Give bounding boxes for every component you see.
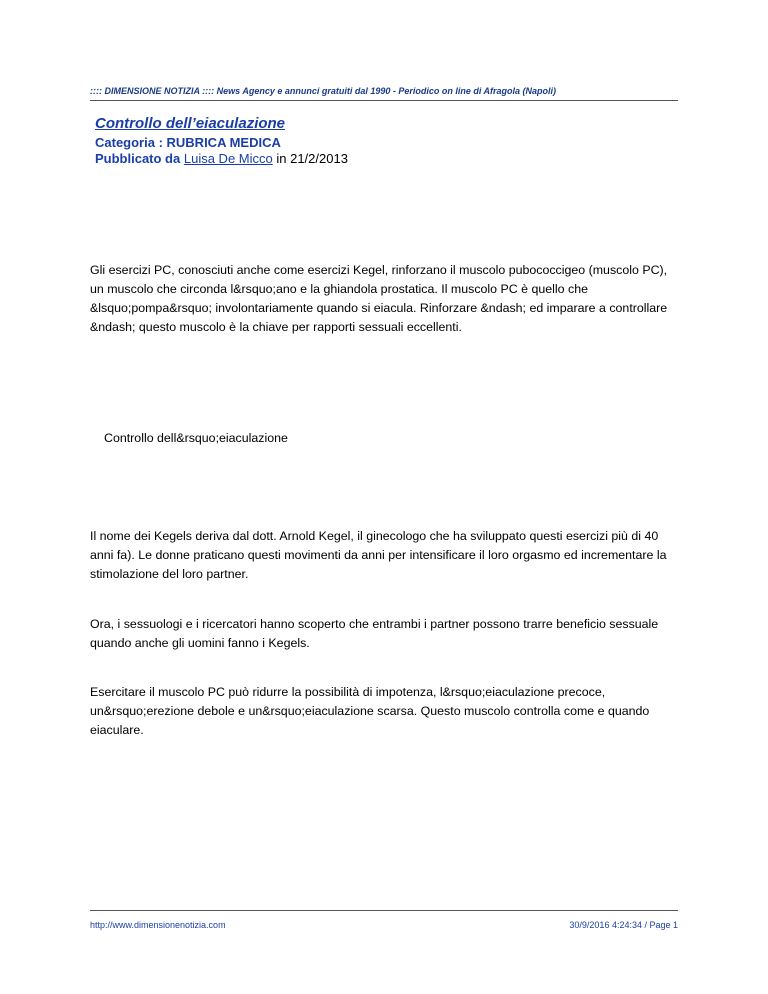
image-caption: Controllo dell&rsquo;eiaculazione bbox=[104, 431, 288, 445]
published-label: Pubblicato da bbox=[95, 151, 181, 166]
header-divider bbox=[90, 100, 678, 101]
published-date: in 21/2/2013 bbox=[276, 151, 348, 166]
article-title[interactable]: Controllo dell’eiaculazione bbox=[95, 115, 286, 132]
paragraph-kegel-origin: Il nome dei Kegels deriva dal dott. Arnold Kegel, il ginecologo che ha sviluppato questi esercizi più di 40 anni fa). Le donne praticano questi movimenti da anni per intensificare il loro orgasmo ed incrementare la stimolazione del loro partner. bbox=[90, 529, 667, 581]
footer-page-info: 30/9/2016 4:24:34 / Page 1 bbox=[569, 920, 678, 930]
author-link[interactable]: Luisa De Micco bbox=[183, 151, 273, 166]
paragraph-intro: Gli esercizi PC, conosciuti anche come esercizi Kegel, rinforzano il muscolo pubococcigeo (muscolo PC), un muscolo che circonda l&rsquo;ano e la ghiandola prostatica. Il muscolo PC è quello che &lsquo;pompa&rsquo; involontariamente quando si eiacula. Rinforzare &ndash; ed imparare a controllare &ndash; questo muscolo è la chiave per rapporti sessuali eccellenti. bbox=[90, 263, 668, 334]
paragraph-sexologists: Ora, i sessuologi e i ricercatori hanno scoperto che entrambi i partner possono trarre beneficio sessuale quando anche gli uomini fanno i Kegels. bbox=[90, 617, 659, 650]
site-banner: :::: DIMENSIONE NOTIZIA :::: News Agency e annunci gratuiti dal 1990 - Periodico on line di Afragola (Napoli) bbox=[90, 86, 557, 96]
article-category: Categoria : RUBRICA MEDICA bbox=[95, 135, 281, 150]
article-byline bbox=[95, 151, 348, 166]
paragraph-benefits: Esercitare il muscolo PC può ridurre la possibilità di impotenza, l&rsquo;eiaculazione precoce, un&rsquo;erezione debole e un&rsquo;eiaculazione scarsa. Questo muscolo controlla come e quando eiaculare. bbox=[90, 685, 650, 737]
footer-url-link[interactable]: http://www.dimensionenotizia.com bbox=[90, 920, 226, 930]
footer-divider bbox=[90, 910, 678, 911]
